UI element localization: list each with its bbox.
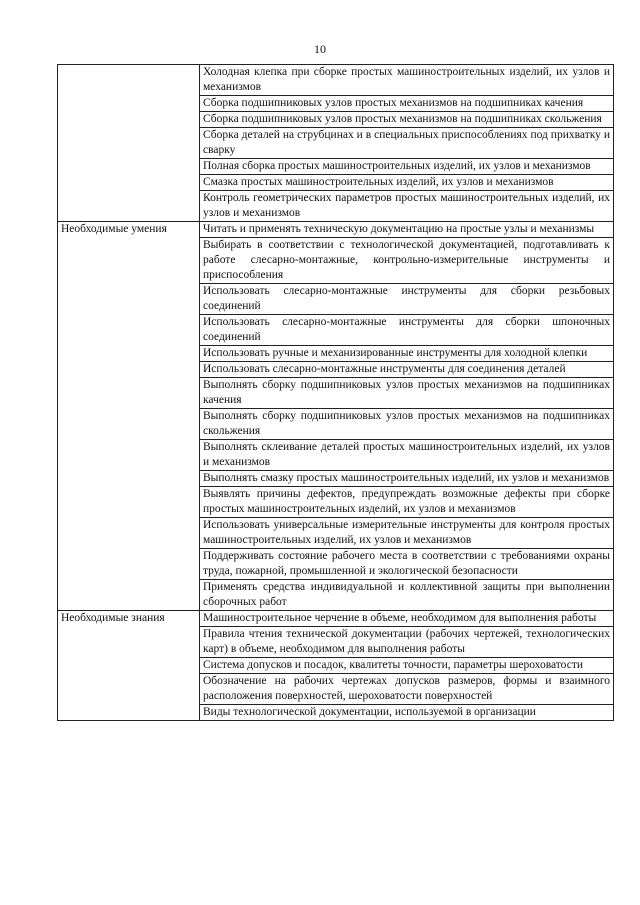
table-cell-text: Выбирать в соответствии с технологической документацией, подготавливать к работе слесарно-монтажные, контрольно-измерительные инструменты и приспособления (200, 238, 614, 284)
table-row (58, 611, 614, 627)
table-cell-text: Обозначение на рабочих чертежах допусков размеров, формы и взаимного расположения поверхностей, шероховатости поверхностей (200, 674, 614, 705)
table-cell-text: Выявлять причины дефектов, предупреждать возможные дефекты при сборке простых машиностроительных изделий, их узлов и механизмов (200, 487, 614, 518)
table-cell-text: Выполнять сборку подшипниковых узлов простых механизмов на подшипниках скольжения (200, 409, 614, 440)
table-cell-text: Использовать универсальные измерительные инструменты для контроля простых машиностроительных изделий, их узлов и механизмов (200, 518, 614, 549)
page-number: 10 (314, 42, 326, 56)
table-body (58, 65, 614, 721)
table-cell-text: Сборка подшипниковых узлов простых механизмов на подшипниках скольжения (200, 112, 614, 128)
table-cell-text: Использовать слесарно-монтажные инструменты для соединения деталей (200, 362, 614, 378)
table-cell-text: Использовать слесарно-монтажные инструменты для сборки резьбовых соединений (200, 284, 614, 315)
table-cell-text: Использовать ручные и механизированные инструменты для холодной клепки (200, 346, 614, 362)
table-row (58, 65, 614, 96)
section-label (58, 65, 200, 222)
section-label: Необходимые умения (58, 222, 200, 611)
table-cell-text: Машиностроительное черчение в объеме, необходимом для выполнения работы (200, 611, 614, 627)
table-cell-text: Система допусков и посадок, квалитеты точности, параметры шероховатости (200, 658, 614, 674)
table-cell-text: Выполнять сборку подшипниковых узлов простых механизмов на подшипниках качения (200, 378, 614, 409)
table-cell-text: Сборка подшипниковых узлов простых механизмов на подшипниках качения (200, 96, 614, 112)
table-row (58, 222, 614, 238)
table-cell-text: Сборка деталей на струбцинах и в специальных приспособлениях под прихватку и сварку (200, 128, 614, 159)
table-cell-text: Контроль геометрических параметров простых машиностроительных изделий, их узлов и механизмов (200, 191, 614, 222)
table-cell-text: Читать и применять техническую документацию на простые узлы и механизмы (200, 222, 614, 238)
table-cell-text: Применять средства индивидуальной и коллективной защиты при выполнении сборочных работ (200, 580, 614, 611)
table-cell-text: Холодная клепка при сборке простых машиностроительных изделий, их узлов и механизмов (200, 65, 614, 96)
table-cell-text: Выполнять склеивание деталей простых машиностроительных изделий, их узлов и механизмов (200, 440, 614, 471)
table-cell-text: Поддерживать состояние рабочего места в соответствии с требованиями охраны труда, пожарной, промышленной и экологической безопасности (200, 549, 614, 580)
table-cell-text: Использовать слесарно-монтажные инструменты для сборки шпоночных соединений (200, 315, 614, 346)
requirements-table (57, 64, 614, 721)
table-cell-text: Выполнять смазку простых машиностроительных изделий, их узлов и механизмов (200, 471, 614, 487)
table-cell-text: Виды технологической документации, используемой в организации (200, 705, 614, 721)
table-cell-text: Смазка простых машиностроительных изделий, их узлов и механизмов (200, 175, 614, 191)
table-cell-text: Полная сборка простых машиностроительных изделий, их узлов и механизмов (200, 159, 614, 175)
table-cell-text: Правила чтения технической документации (рабочих чертежей, технологических карт) в объеме, необходимом для выполнения работы (200, 627, 614, 658)
section-label: Необходимые знания (58, 611, 200, 721)
